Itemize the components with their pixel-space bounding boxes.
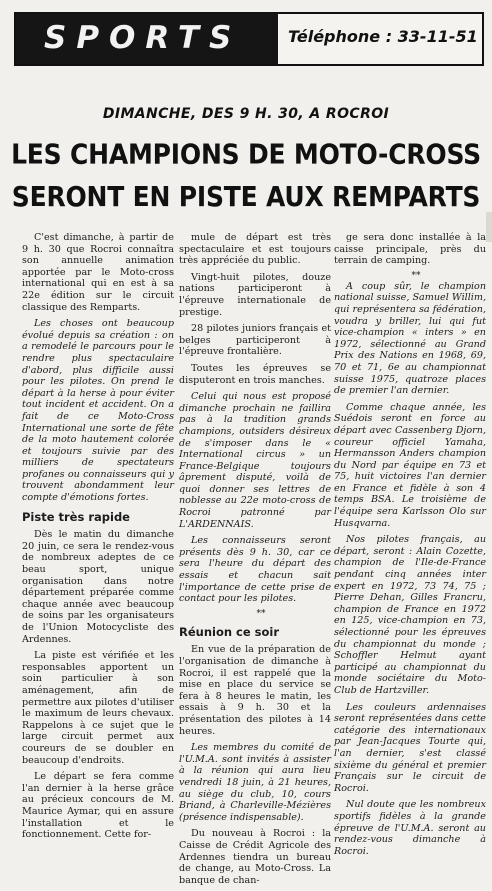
paragraph: Celui qui nous est proposé dimanche prochain ne faillira pas à la tradition grands champions, outsiders désireux de s'imposer dans le « International circus » un France-Belgique toujours âprement disputé, voilà de quoi donner ses lettres de noblesse au 22e moto-cross de Rocroi patronné par L'ARDENNAIS. xyxy=(179,391,331,530)
adjacent-page-edge xyxy=(486,212,492,242)
paragraph: 28 pilotes juniors français et belges participeront à l'épreuve frontalière. xyxy=(179,323,331,358)
article-headline xyxy=(8,133,484,218)
article-column-3 xyxy=(334,232,486,862)
paragraph: Vingt-huit pilotes, douze nations participeront à l'épreuve internationale de prestige. xyxy=(179,271,331,318)
paragraph: Comme chaque année, les Suédois seront en force au départ avec Cassenberg Djorn, coureur officiel Yamaha, Hermansson Anders champion du Nord par équipe en 73 et 75, huit victoires l'an dernier en France et fidèle à son 4 temps BSA. Le troisième de l'équipe sera Karlsson Olo sur Husqvarna. xyxy=(334,401,486,529)
paragraph: Nos pilotes français, au départ, seront : Alain Cozette, champion de l'Ile-de-France pendant cinq années inter expert en 1972, 73 74, 75 ; Pierre Dehan, Gilles Francru, champion de France en 1972 en 125, vice-champion en 73, sélectionné pour les épreuves du championnat du monde ; Schoffler Helmut ayant participé au championnat du monde sociétaire du Moto-Club de Hartzviller. xyxy=(334,534,486,696)
separator: ** xyxy=(256,608,266,619)
paragraph: ge sera donc installée à la caisse principale, près du terrain de camping. xyxy=(334,232,486,267)
paragraph: Toutes les épreuves se disputeront en trois manches. xyxy=(179,362,331,386)
separator: ** xyxy=(411,270,421,281)
paragraph: Dès le matin du dimanche 20 juin, ce sera le rendez-vous de nombreux adeptes de ce beau sport, unique organisation dans notre département préparée comme chaque année avec beaucoup de soins par les organisateurs de l'Union Motocycliste des Ardennes. xyxy=(22,529,174,645)
banner-black-block xyxy=(16,14,278,64)
paragraph: Nul doute que les nombreux sportifs fidèles à la grande épreuve de l'U.M.A. seront au rendez-vous dimanche à Rocroi. xyxy=(334,799,486,857)
paragraph: Les connaisseurs seront présents dès 9 h. 30, car ce sera l'heure du départ des essais et chacun sait l'importance de cette prise de contact pour les pilotes. xyxy=(179,535,331,605)
subheading: Piste très rapide xyxy=(22,509,130,524)
paragraph: Le départ se fera comme l'an dernier à la herse grâce au précieux concours de M. Maurice Aymar, qui en assure l'installation et le fonctionnement. Cette for- xyxy=(22,771,174,841)
subheading: Réunion ce soir xyxy=(179,624,280,639)
headline-line-1: LES CHAMPIONS DE MOTO-CROSS xyxy=(11,137,481,171)
paragraph: La piste est vérifiée et les responsables apportent un soin particulier à son aménagement, afin de permettre aux pilotes d'utiliser le maximum de leurs chevaux. Rappelons à ce sujet que le large circuit permet aux coureurs de se doubler en beaucoup d'endroits. xyxy=(22,650,174,766)
phone-number: Téléphone : 33-11-51 xyxy=(288,27,478,46)
paragraph: A coup sûr, le champion national suisse, Samuel Willim, qui représentera sa fédération, voudra y briller, lui qui fut vice-champion « inters » en 1972, sélectionné au Grand Prix des Nations en 1968, 69, 70 et 71, 6e au championnat suisse 1975, quatroze places de premier l'an dernier. xyxy=(334,280,486,397)
paragraph: mule de départ est très spectaculaire et est toujours très appréciée du public. xyxy=(179,232,331,267)
paragraph: Du nouveau à Rocroi : la Caisse de Crédit Agricole des Ardennes tiendra un bureau de change, au Moto-Cross. La banque de chan- xyxy=(179,828,331,886)
paragraph: En vue de la préparation de l'organisation de dimanche à Rocroi, il est rappelé que la mise en place du service se fera à 8 heures le matin, les essais à 9 h. 30 et la présentation des pilotes à 14 heures. xyxy=(179,644,331,737)
paragraph: Les choses ont beaucoup évolué depuis sa création : on a remodelé le parcours pour le rendre plus spectaculaire d'abord, plus difficile aussi pour les pilotes. On prend le départ à la herse à pour éviter tout incident et accident. On a fait de ce Moto-Cross International une sorte de fête de la moto hautement colorée et toujours suivie par des milliers de spectateurs profanes ou connaisseurs qui y trouvent abondamment leur compte d'émotions fortes. xyxy=(22,318,174,504)
article-column-1 xyxy=(22,232,174,846)
paragraph: C'est dimanche, à partir de 9 h. 30 que Rocroi connaîtra son annuelle animation apportée par le Moto-cross international qui en est à sa 22e édition sur le circuit classique des Remparts. xyxy=(22,232,174,313)
section-banner xyxy=(14,12,484,66)
article-column-2 xyxy=(179,232,331,891)
paragraph: Les couleurs ardennaises seront représentées dans cette catégorie des internationaux par Jean-Jacques Tourte qui, l'an dernier, s'est classé sixième du général et premier Français sur le circuit de Rocroi. xyxy=(334,701,486,794)
article-kicker: DIMANCHE, DES 9 H. 30, A ROCROI xyxy=(102,106,390,122)
section-title: SPORTS xyxy=(44,20,242,56)
paragraph: Les membres du comité de l'U.M.A. sont invités à assister à la réunion qui aura lieu vendredi 18 juin, à 21 heures, au siège du club, 10, cours Briand, à Charleville-Mézières (présence indispensable). xyxy=(179,742,331,823)
headline-line-2: SERONT EN PISTE AUX REMPARTS xyxy=(11,180,481,213)
